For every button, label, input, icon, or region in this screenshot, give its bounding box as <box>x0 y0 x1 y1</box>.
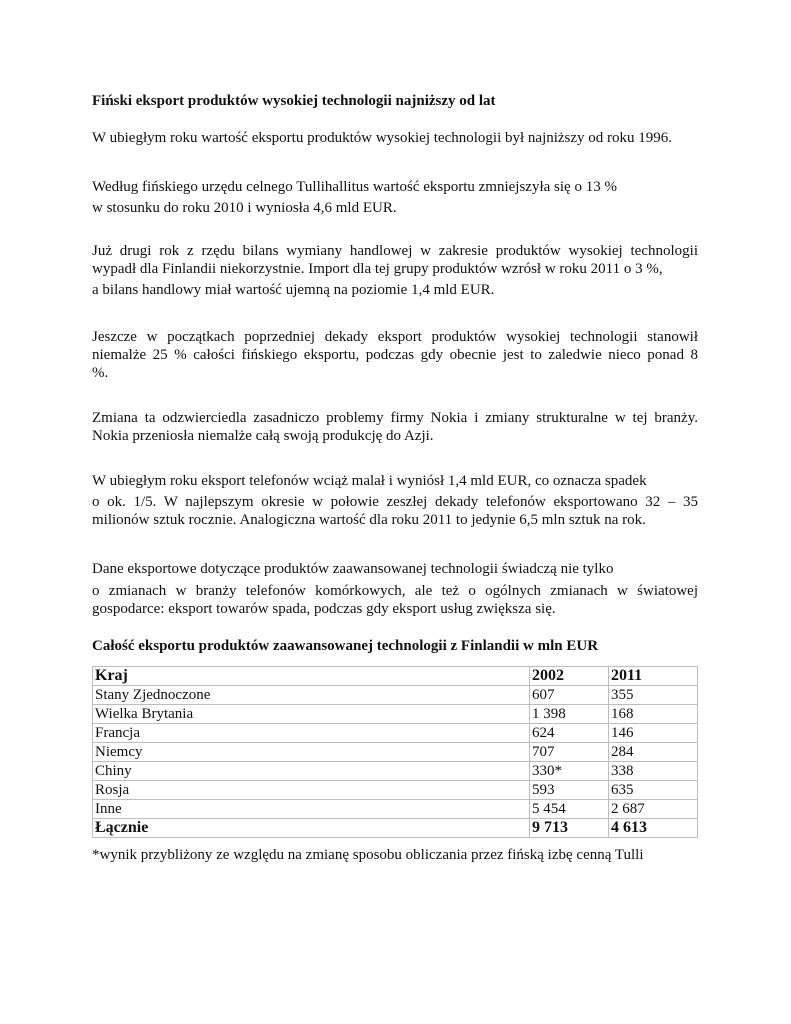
value-2011-cell: 2 687 <box>609 800 698 819</box>
table-total-row <box>93 819 698 838</box>
total-label-cell: Łącznie <box>93 819 530 838</box>
paragraph-2 <box>92 178 698 217</box>
paragraph-4 <box>92 328 698 382</box>
table-row <box>93 800 698 819</box>
value-2011-cell: 146 <box>609 724 698 743</box>
paragraph-line: Zmiana ta odzwierciedla zasadniczo problemy firmy Nokia i zmiany strukturalne w tej branży. <box>92 410 698 426</box>
paragraph-line: W ubiegłym roku eksport telefonów wciąż malał i wyniósł 1,4 mld EUR, co oznacza spadek <box>92 473 647 489</box>
total-2002-cell: 9 713 <box>530 819 609 838</box>
paragraph-line: Nokia przeniosła niemalże całą swoją produkcję do Azji. <box>92 428 434 444</box>
header-2002: 2002 <box>530 667 609 686</box>
paragraph-line: a bilans handlowy miał wartość ujemną na poziomie 1,4 mld EUR. <box>92 282 495 298</box>
value-2002-cell: 624 <box>530 724 609 743</box>
value-2011-cell: 635 <box>609 781 698 800</box>
table-row <box>93 724 698 743</box>
value-2002-cell: 707 <box>530 743 609 762</box>
table-footnote: *wynik przybliżony ze względu na zmianę sposobu obliczania przez fińską izbę cenną Tulli <box>92 847 644 863</box>
header-2011: 2011 <box>609 667 698 686</box>
paragraph-line: w stosunku do roku 2010 i wyniosła 4,6 mld EUR. <box>92 200 397 216</box>
paragraph-line: o zmianach w branży telefonów komórkowych, ale też o ogólnych zmianach w światowej <box>92 583 698 599</box>
paragraph-line: niemalże 25 % całości fińskiego eksportu, podczas gdy obecnie jest to zaledwie nieco ponad 8 <box>92 347 698 363</box>
paragraph-line: gospodarce: eksport towarów spada, podczas gdy eksport usług zwiększa się. <box>92 601 556 617</box>
paragraph-line: wypadł dla Finlandii niekorzystnie. Import dla tej grupy produktów wzrósł w roku 2011 o 3 %, <box>92 261 663 277</box>
table-row <box>93 686 698 705</box>
paragraph-6 <box>92 472 698 529</box>
paragraph-7 <box>92 560 698 618</box>
country-cell: Wielka Brytania <box>93 705 530 724</box>
total-2011-cell: 4 613 <box>609 819 698 838</box>
table-row <box>93 781 698 800</box>
value-2011-cell: 338 <box>609 762 698 781</box>
paragraph-3 <box>92 242 698 299</box>
table-row <box>93 705 698 724</box>
table-row <box>93 762 698 781</box>
export-table <box>92 666 698 838</box>
paragraph-line: Dane eksportowe dotyczące produktów zaawansowanej technologii świadczą nie tylko <box>92 561 614 577</box>
paragraph-line: o ok. 1/5. W najlepszym okresie w połowie zeszłej dekady telefonów eksportowano 32 – 35 <box>92 494 698 510</box>
country-cell: Stany Zjednoczone <box>93 686 530 705</box>
paragraph-line: milionów sztuk rocznie. Analogiczna wartość dla roku 2011 to jedynie 6,5 mln sztuk na rok. <box>92 512 646 528</box>
value-2002-cell: 5 454 <box>530 800 609 819</box>
table-row <box>93 743 698 762</box>
paragraph-line: W ubiegłym roku wartość eksportu produktów wysokiej technologii był najniższy od roku 1996. <box>92 130 673 146</box>
country-cell: Niemcy <box>93 743 530 762</box>
value-2011-cell: 168 <box>609 705 698 724</box>
table-header-row <box>93 667 698 686</box>
table-title: Całość eksportu produktów zaawansowanej technologii z Finlandii w mln EUR <box>92 638 599 654</box>
value-2002-cell: 593 <box>530 781 609 800</box>
country-cell: Francja <box>93 724 530 743</box>
paragraph-line: Jeszcze w początkach poprzedniej dekady eksport produktów wysokiej technologii stanowił <box>92 329 698 345</box>
value-2002-cell: 607 <box>530 686 609 705</box>
value-2011-cell: 284 <box>609 743 698 762</box>
value-2002-cell: 330* <box>530 762 609 781</box>
paragraph-line: Według fińskiego urzędu celnego Tullihallitus wartość eksportu zmniejszyła się o 13 % <box>92 179 617 195</box>
header-country: Kraj <box>93 667 530 686</box>
paragraph-line: Już drugi rok z rzędu bilans wymiany handlowej w zakresie produktów wysokiej technologii <box>92 243 698 259</box>
value-2002-cell: 1 398 <box>530 705 609 724</box>
country-cell: Chiny <box>93 762 530 781</box>
country-cell: Rosja <box>93 781 530 800</box>
paragraph-line: %. <box>92 365 109 381</box>
paragraph-1 <box>92 129 698 147</box>
document-title: Fiński eksport produktów wysokiej technologii najniższy od lat <box>92 93 496 109</box>
country-cell: Inne <box>93 800 530 819</box>
paragraph-5 <box>92 409 698 445</box>
value-2011-cell: 355 <box>609 686 698 705</box>
